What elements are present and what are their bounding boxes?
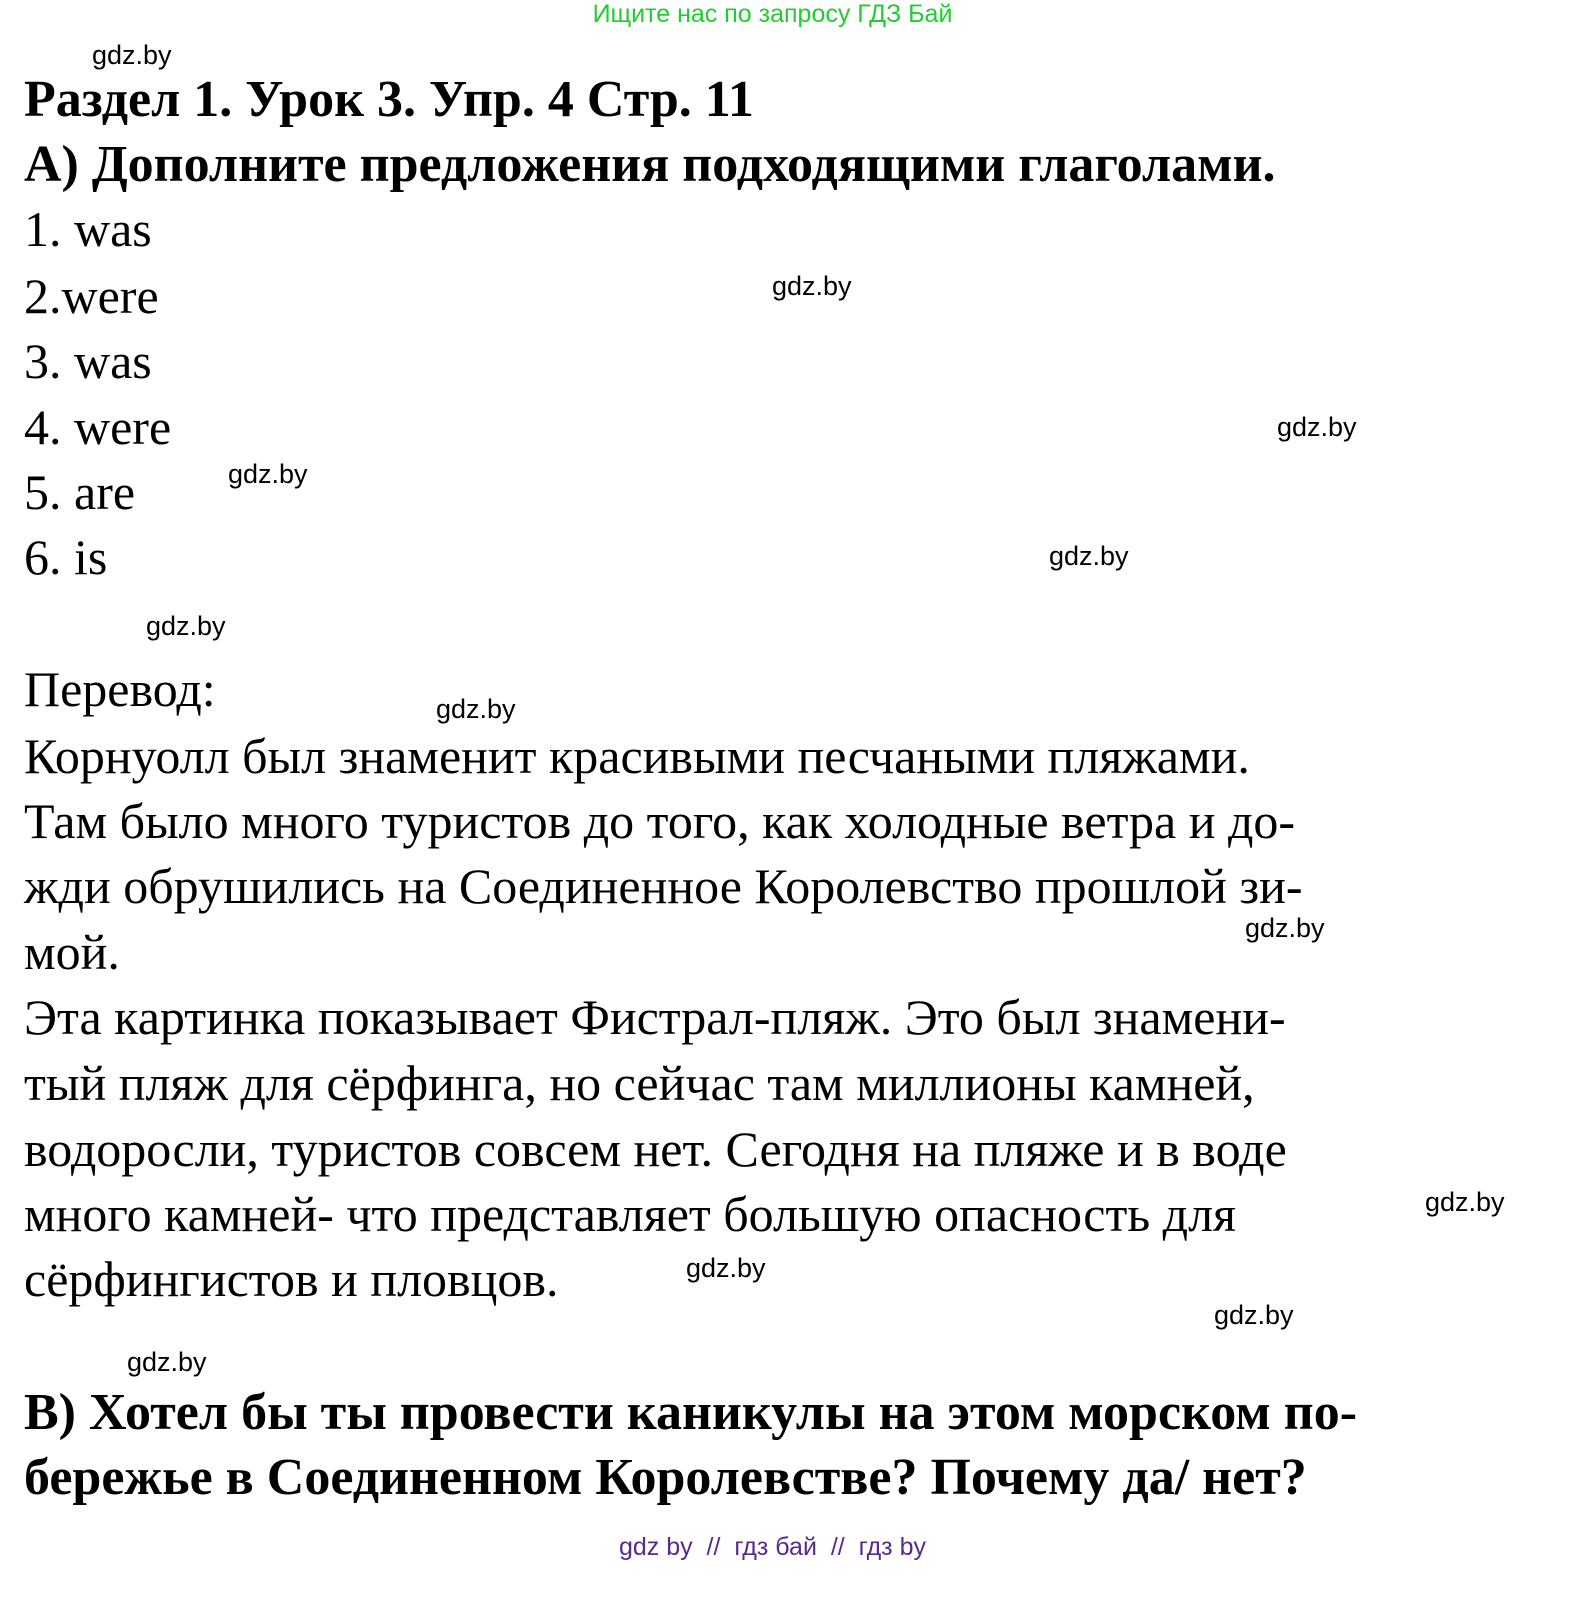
translation-label: Перевод: — [24, 661, 216, 717]
translation-line: Корнуолл был знаменит красивыми песчаными пляжами. — [24, 728, 1250, 784]
watermark: gdz.by — [1049, 541, 1129, 571]
answer-5: 5. are — [24, 464, 136, 520]
answer-6: 6. is — [24, 529, 108, 585]
translation-line: мой. — [24, 924, 120, 980]
watermark: gdz.by — [1277, 412, 1357, 442]
task-b-heading: B) Хотел бы ты провести каникулы на этом морском по- — [24, 1384, 1358, 1441]
translation-line: водоросли, туристов совсем нет. Сегодня на пляже и в воде — [24, 1121, 1287, 1177]
task-b-heading: бережье в Соединенном Королевстве? Почему да/ нет? — [24, 1449, 1307, 1506]
watermark: gdz.by — [228, 459, 308, 489]
translation-line: жди обрушились на Соединенное Королевство прошлой зи- — [24, 858, 1303, 914]
watermark: gdz.by — [1214, 1300, 1294, 1330]
watermark: gdz.by — [1245, 913, 1325, 943]
translation-line: Эта картинка показывает Фистрал-пляж. Это был знамени- — [24, 989, 1286, 1045]
answer-4: 4. were — [24, 399, 172, 455]
watermark: gdz.by — [146, 611, 226, 641]
watermark: gdz.by — [127, 1347, 207, 1377]
watermark: gdz.by — [772, 271, 852, 301]
footer-links: gdz by // гдз бай // гдз by — [618, 1533, 926, 1561]
watermark: gdz.by — [1425, 1187, 1505, 1217]
watermark: gdz.by — [92, 40, 172, 70]
translation-line: много камней- что представляет большую опасность для — [24, 1186, 1237, 1242]
answer-1: 1. was — [24, 201, 152, 257]
translation-line: тый пляж для сёрфинга, но сейчас там миллионы камней, — [24, 1055, 1255, 1111]
translation-line: сёрфингистов и пловцов. — [24, 1251, 559, 1307]
watermark: gdz.by — [436, 694, 516, 724]
watermark: gdz.by — [686, 1253, 766, 1283]
page-title: Раздел 1. Урок 3. Упр. 4 Стр. 11 — [24, 71, 754, 128]
translation-line: Там было много туристов до того, как холодные ветра и до- — [24, 793, 1296, 849]
answer-3: 3. was — [24, 333, 152, 389]
task-a-heading: A) Дополните предложения подходящими глаголами. — [24, 136, 1276, 193]
answer-2: 2.were — [24, 268, 159, 324]
top-banner: Ищите нас по запросу ГДЗ Бай — [592, 0, 953, 28]
